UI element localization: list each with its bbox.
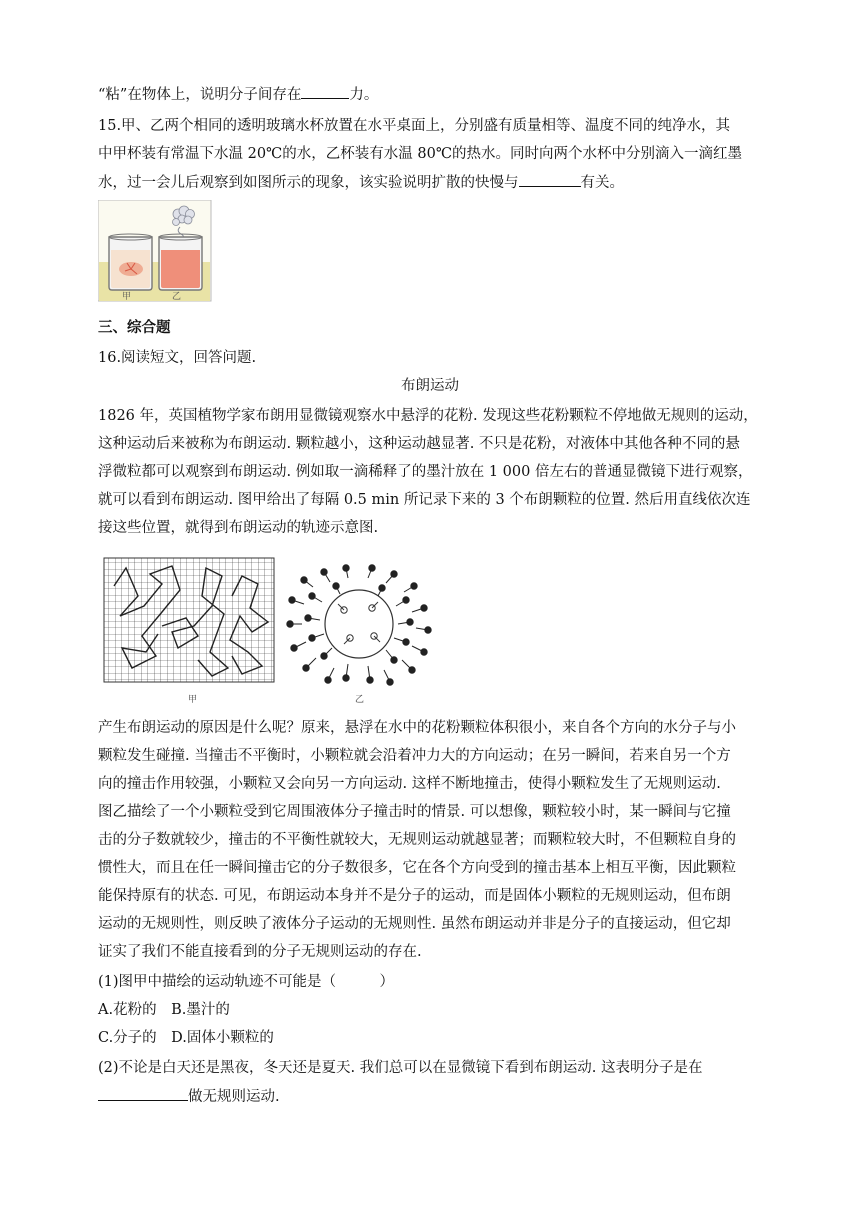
- article-title: 布朗运动: [401, 378, 459, 394]
- q15-line-1: 15.甲、乙两个相同的透明玻璃水杯放置在水平桌面上，分别盛有质量相等、温度不同的纯净水，其: [98, 118, 731, 134]
- beaker-yi: [159, 234, 202, 290]
- q16-sub2-line-2-text: 做无规则运动.: [188, 1089, 280, 1105]
- q15-line-3: [98, 172, 762, 193]
- particle-circle: [325, 590, 393, 658]
- q16-sub1-options-row2[interactable]: C.分子的 D.固体小颗粒的: [98, 1030, 274, 1046]
- q15-line-2: 中甲杯装有常温下水温 20℃的水，乙杯装有水温 80℃的热水。同时向两个水杯中分别滴入一滴红墨: [98, 146, 743, 162]
- para2-line-9: 证实了我们不能直接看到的分子无规则运动的存在.: [98, 944, 422, 960]
- q15-blank[interactable]: [519, 172, 581, 187]
- q14-blank[interactable]: [301, 84, 349, 99]
- brownian-trajectory-figure: [102, 556, 278, 708]
- brownian-label-jia: 甲: [188, 695, 198, 705]
- molecule-label-yi: 乙: [355, 695, 365, 705]
- section-3-title: 三、综合题: [98, 319, 171, 336]
- para2-line-7: 能保持原有的状态. 可见，布朗运动本身并不是分子的运动，而是固体小颗粒的无规则运动，但布朗: [98, 888, 731, 904]
- para2-line-4: 图乙描绘了一个小颗粒受到它周围液体分子撞击时的情景. 可以想像，颗粒较小时，某一瞬间与它撞: [98, 804, 731, 820]
- beaker-jia: [109, 234, 152, 290]
- beaker-label-jia: 甲: [122, 292, 132, 302]
- q14-text-end: 力。: [349, 87, 379, 103]
- para2-line-8: 运动的无规则性，则反映了液体分子运动的无规则性. 虽然布朗运动并非是分子的直接运动，但它却: [98, 916, 731, 932]
- para2-line-5: 击的分子数就较少，撞击的不平衡性就较大，无规则运动就越显著；而颗粒较大时，不但颗粒自身的: [98, 832, 736, 848]
- para2-line-2: 颗粒发生碰撞. 当撞击不平衡时，小颗粒就会沿着冲力大的方向运动；在另一瞬间，若来自另一个方: [98, 748, 731, 764]
- q16-sub2-line-2: [98, 1086, 762, 1107]
- q16-intro: 16.阅读短文，回答问题.: [98, 350, 257, 366]
- para2-line-6: 惯性大，而且在任一瞬间撞击它的分子数很多，它在各个方向受到的撞击基本上相互平衡，因此颗粒: [98, 860, 736, 876]
- q16-sub2-blank[interactable]: [98, 1086, 188, 1101]
- q14-tail: [98, 84, 762, 105]
- para2-line-3: 向的撞击作用较强，小颗粒又会向另一方向运动. 这样不断地撞击，使得小颗粒发生了无规则运动.: [98, 776, 721, 792]
- para1-line-1: 1826 年，英国植物学家布朗用显微镜观察水中悬浮的花粉. 发现这些花粉颗粒不停地做无规则的运动，: [98, 408, 758, 424]
- para1-line-2: 这种运动后来被称为布朗运动. 颗粒越小，这种运动越显著. 不只是花粉，对液体中其他各种不同的悬: [98, 436, 740, 452]
- q15-line-3-text: 水，过一会儿后观察到如图所示的现象，该实验说明扩散的快慢与: [98, 175, 519, 191]
- para1-line-3: 浮微粒都可以观察到布朗运动. 例如取一滴稀释了的墨汁放在 1 000 倍左右的普通显微镜下进行观察，: [98, 464, 753, 480]
- q16-sub2-line-1: (2)不论是白天还是黑夜，冬天还是夏天. 我们总可以在显微镜下看到布朗运动. 这表明分子是在: [98, 1060, 703, 1076]
- inner-molecules-icon: [338, 602, 380, 644]
- q16-sub1-question: (1)图甲中描绘的运动轨迹不可能是（ ）: [98, 974, 395, 990]
- molecules-icon: [287, 565, 431, 685]
- beaker-label-yi: 乙: [172, 292, 182, 302]
- para2-line-1: 产生布朗运动的原因是什么呢？原来，悬浮在水中的花粉颗粒体积很小，来自各个方向的水分子与小: [98, 720, 736, 736]
- para1-line-5: 接这些位置，就得到布朗运动的轨迹示意图.: [98, 520, 379, 536]
- q16-sub1-options-row1[interactable]: A.花粉的 B.墨汁的: [98, 1002, 230, 1018]
- q14-text: “粘”在物体上，说明分子间存在: [98, 87, 302, 103]
- beaker-figure: [98, 200, 212, 302]
- molecule-impact-figure: [284, 560, 434, 708]
- para1-line-4: 就可以看到布朗运动. 图甲给出了每隔 0.5 min 所记录下来的 3 个布朗颗粒的位置. 然后用直线依次连: [98, 492, 751, 508]
- q15-line-3-end: 有关。: [580, 175, 624, 191]
